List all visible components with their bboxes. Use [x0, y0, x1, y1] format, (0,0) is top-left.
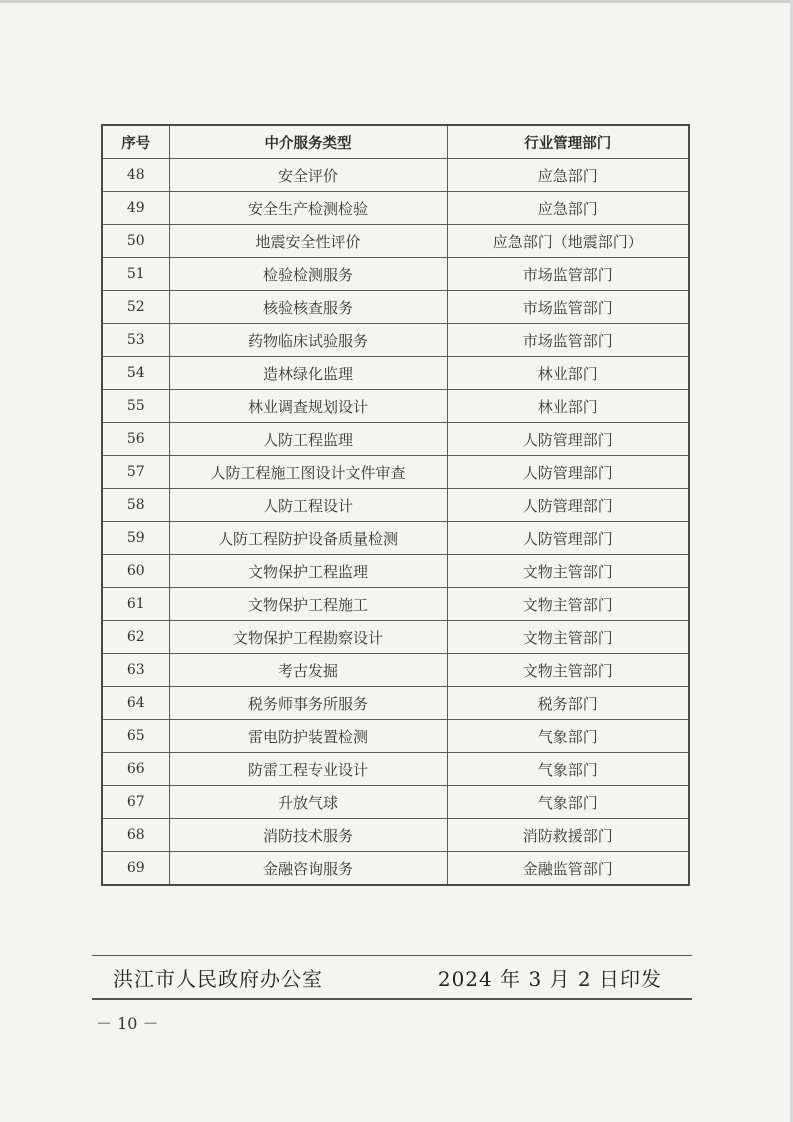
- issue-date: 2024 年 3 月 2 日印发: [437, 967, 662, 991]
- row-number: 62: [102, 621, 169, 654]
- table-row: [102, 390, 689, 423]
- page-number: － 10 －: [96, 1014, 159, 1033]
- department-cell: 市场监管部门: [447, 258, 689, 291]
- table-row: [102, 357, 689, 390]
- service-type-cell: 地震安全性评价: [169, 225, 447, 258]
- table-row: [102, 654, 689, 687]
- table-row: [102, 786, 689, 819]
- service-type-cell: 人防工程防护设备质量检测: [169, 522, 447, 555]
- row-number: 57: [102, 456, 169, 489]
- department-cell: 税务部门: [447, 687, 689, 720]
- table-row: [102, 489, 689, 522]
- department-cell: 气象部门: [447, 753, 689, 786]
- row-number: 49: [102, 192, 169, 225]
- department-cell: 应急部门: [447, 159, 689, 192]
- service-type-cell: 考古发掘: [169, 654, 447, 687]
- service-type-cell: 文物保护工程施工: [169, 588, 447, 621]
- department-cell: 气象部门: [447, 720, 689, 753]
- row-number: 53: [102, 324, 169, 357]
- department-cell: 文物主管部门: [447, 588, 689, 621]
- row-number: 55: [102, 390, 169, 423]
- table-row: [102, 192, 689, 225]
- table-row: [102, 621, 689, 654]
- table-row: [102, 555, 689, 588]
- department-cell: 市场监管部门: [447, 291, 689, 324]
- table-row: [102, 687, 689, 720]
- service-type-cell: 安全生产检测检验: [169, 192, 447, 225]
- service-type-cell: 人防工程施工图设计文件审查: [169, 456, 447, 489]
- table-row: [102, 522, 689, 555]
- scan-edge-top: [0, 0, 793, 3]
- row-number: 58: [102, 489, 169, 522]
- department-cell: 气象部门: [447, 786, 689, 819]
- service-type-cell: 造林绿化监理: [169, 357, 447, 390]
- footer-rule-top: [92, 955, 692, 956]
- row-number: 65: [102, 720, 169, 753]
- row-number: 52: [102, 291, 169, 324]
- department-cell: 文物主管部门: [447, 621, 689, 654]
- service-type-cell: 税务师事务所服务: [169, 687, 447, 720]
- table-row: [102, 456, 689, 489]
- row-number: 56: [102, 423, 169, 456]
- service-type-cell: 安全评价: [169, 159, 447, 192]
- row-number: 61: [102, 588, 169, 621]
- row-number: 48: [102, 159, 169, 192]
- table-row: [102, 258, 689, 291]
- table-row: [102, 753, 689, 786]
- department-cell: 应急部门: [447, 192, 689, 225]
- table-row: [102, 291, 689, 324]
- row-number: 54: [102, 357, 169, 390]
- service-type-cell: 人防工程监理: [169, 423, 447, 456]
- row-number: 66: [102, 753, 169, 786]
- issuer: 洪江市人民政府办公室: [113, 967, 323, 991]
- header-no: 序号: [102, 125, 169, 159]
- service-type-cell: 升放气球: [169, 786, 447, 819]
- service-type-cell: 药物临床试验服务: [169, 324, 447, 357]
- department-cell: 人防管理部门: [447, 522, 689, 555]
- row-number: 68: [102, 819, 169, 852]
- department-cell: 文物主管部门: [447, 654, 689, 687]
- department-cell: 市场监管部门: [447, 324, 689, 357]
- department-cell: 消防救援部门: [447, 819, 689, 852]
- header-department: 行业管理部门: [447, 125, 689, 159]
- table-row: [102, 324, 689, 357]
- table-row: [102, 159, 689, 192]
- service-type-cell: 金融咨询服务: [169, 852, 447, 886]
- service-table: [101, 124, 690, 886]
- table-row: [102, 423, 689, 456]
- row-number: 50: [102, 225, 169, 258]
- table-row: [102, 225, 689, 258]
- department-cell: 人防管理部门: [447, 489, 689, 522]
- table-row: [102, 720, 689, 753]
- row-number: 69: [102, 852, 169, 886]
- table-row: [102, 852, 689, 886]
- row-number: 60: [102, 555, 169, 588]
- header-service-type: 中介服务类型: [169, 125, 447, 159]
- row-number: 67: [102, 786, 169, 819]
- department-cell: 人防管理部门: [447, 456, 689, 489]
- row-number: 51: [102, 258, 169, 291]
- table-row: [102, 819, 689, 852]
- service-type-cell: 消防技术服务: [169, 819, 447, 852]
- service-type-cell: 林业调查规划设计: [169, 390, 447, 423]
- row-number: 63: [102, 654, 169, 687]
- service-type-cell: 雷电防护装置检测: [169, 720, 447, 753]
- department-cell: 应急部门（地震部门）: [447, 225, 689, 258]
- service-type-cell: 人防工程设计: [169, 489, 447, 522]
- footer-rule-bottom: [92, 998, 692, 1000]
- service-type-cell: 文物保护工程监理: [169, 555, 447, 588]
- row-number: 59: [102, 522, 169, 555]
- service-type-cell: 防雷工程专业设计: [169, 753, 447, 786]
- department-cell: 金融监管部门: [447, 852, 689, 886]
- service-type-cell: 核验核查服务: [169, 291, 447, 324]
- department-cell: 林业部门: [447, 390, 689, 423]
- row-number: 64: [102, 687, 169, 720]
- table-header-row: [102, 125, 689, 159]
- department-cell: 人防管理部门: [447, 423, 689, 456]
- service-type-cell: 检验检测服务: [169, 258, 447, 291]
- department-cell: 林业部门: [447, 357, 689, 390]
- table-row: [102, 588, 689, 621]
- department-cell: 文物主管部门: [447, 555, 689, 588]
- service-type-cell: 文物保护工程勘察设计: [169, 621, 447, 654]
